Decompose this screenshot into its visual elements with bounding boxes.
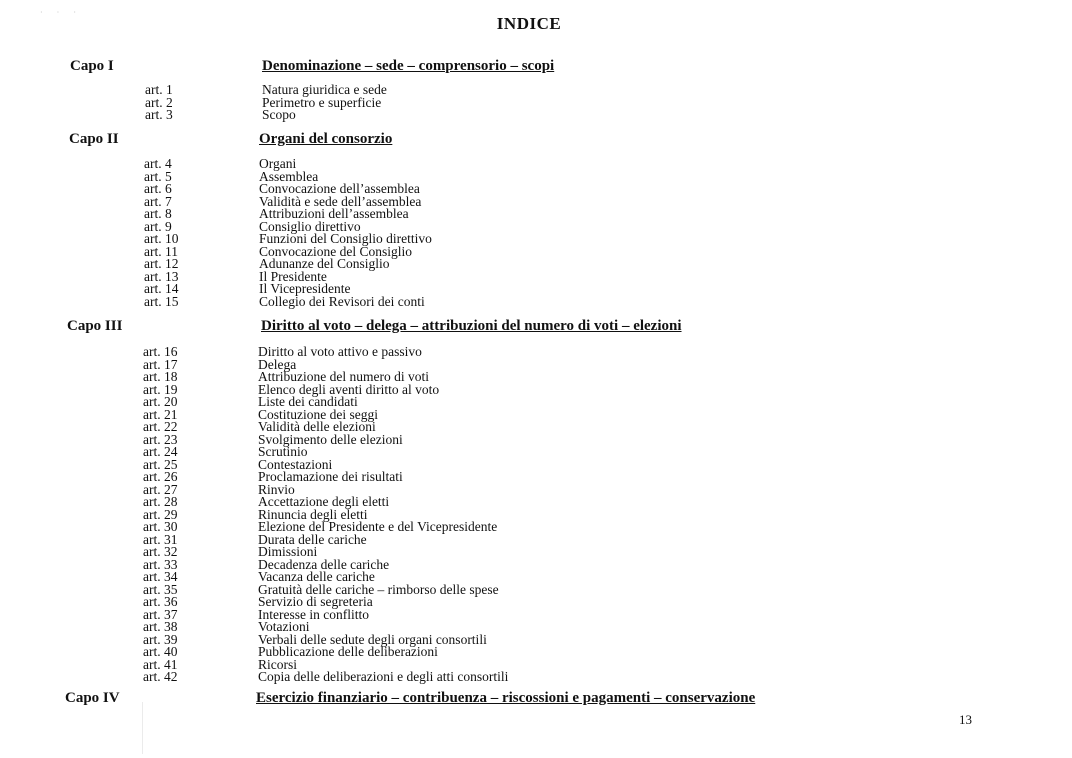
article-title: Vacanza delle cariche: [258, 569, 375, 584]
article-number: art. 18: [143, 369, 178, 384]
article-title: Il Presidente: [259, 268, 327, 284]
article-number: art. 23: [143, 431, 178, 447]
article-number: art. 31: [143, 531, 178, 547]
article-number: art. 21: [143, 406, 178, 422]
article-title: Delega: [258, 356, 297, 372]
article-number: art. 10: [144, 231, 179, 246]
article-number: art. 11: [144, 243, 178, 259]
article-number: art. 20: [143, 394, 178, 409]
article-number: art. 2: [145, 94, 173, 110]
article-title: Rinuncia degli eletti: [258, 506, 368, 522]
chapter-label: Capo I: [70, 58, 114, 74]
article-title: Adunanze del Consiglio: [259, 256, 390, 271]
article-title: Convocazione dell’assemblea: [259, 181, 420, 196]
chapter-label: Capo II: [69, 131, 119, 147]
article-title: Scrutinio: [258, 444, 308, 459]
article-number: art. 30: [143, 519, 178, 534]
article-number: art. 22: [143, 419, 178, 434]
articles-capo-iii: [0, 346, 1072, 684]
article-number: art. 7: [144, 193, 172, 209]
chapter-label: Capo IV: [65, 690, 120, 706]
article-title: Collegio dei Revisori dei conti: [259, 293, 425, 309]
article-title: Natura giuridica e sede: [262, 82, 387, 97]
article-title: Decadenza delle cariche: [258, 556, 390, 572]
article-title: Gratuità delle cariche – rimborso delle spese: [258, 581, 499, 597]
article-number: art. 25: [143, 456, 178, 472]
article-number: art. 42: [143, 669, 178, 684]
article-title: Accettazione degli eletti: [258, 494, 390, 509]
chapter-heading: Organi del consorzio: [259, 131, 393, 147]
article-number: art. 14: [144, 281, 179, 296]
article-title: Diritto al voto attivo e passivo: [258, 344, 422, 359]
article-title: Liste dei candidati: [258, 394, 358, 409]
article-title: Ricorsi: [258, 656, 297, 672]
article-number: art. 32: [143, 544, 178, 559]
scan-artifacts: · · ·: [40, 8, 82, 17]
article-number: art. 8: [144, 206, 172, 221]
article-number: art. 41: [143, 656, 178, 672]
article-title: Durata delle cariche: [258, 531, 367, 547]
article-title: Funzioni del Consiglio direttivo: [259, 231, 432, 246]
article-number: art. 33: [143, 556, 178, 572]
articles-capo-ii: [0, 158, 1072, 308]
chapter-heading: Denominazione – sede – comprensorio – scopi: [262, 58, 555, 74]
article-number: art. 24: [143, 444, 178, 459]
article-number: art. 26: [143, 469, 178, 484]
article-number: art. 29: [143, 506, 178, 522]
article-title: Contestazioni: [258, 456, 333, 472]
article-title: Svolgimento delle elezioni: [258, 431, 403, 447]
article-title: Verbali delle sedute degli organi consortili: [258, 631, 487, 647]
article-title: Perimetro e superficie: [262, 94, 382, 110]
article-number: art. 39: [143, 631, 178, 647]
article-title: Validità delle elezioni: [258, 419, 376, 434]
chapter-label: Capo III: [67, 318, 123, 334]
article-title: Attribuzioni dell’assemblea: [259, 206, 409, 221]
article-title: Attribuzione del numero di voti: [258, 369, 429, 384]
toc-row: [0, 293, 1072, 309]
page-number: 13: [959, 712, 972, 727]
article-title: Il Vicepresidente: [259, 281, 351, 296]
article-title: Rinvio: [258, 481, 295, 497]
article-number: art. 36: [143, 594, 178, 609]
article-number: art. 17: [143, 356, 178, 372]
article-number: art. 1: [145, 82, 173, 97]
article-title: Interesse in conflitto: [258, 606, 369, 622]
article-number: art. 12: [144, 256, 179, 271]
article-number: art. 28: [143, 494, 178, 509]
toc-row: [0, 671, 1072, 684]
articles-capo-i: [0, 84, 1072, 122]
scan-artifacts: [142, 702, 173, 754]
chapter-heading: Esercizio finanziario – contribuenza – riscossioni e pagamenti – conservazione: [256, 690, 756, 706]
article-title: Convocazione del Consiglio: [259, 243, 412, 259]
article-title: Dimissioni: [258, 544, 318, 559]
chapter-capo-ii: [0, 131, 1072, 151]
article-title: Assemblea: [259, 168, 319, 184]
article-title: Elezione del Presidente e del Vicepresidente: [258, 519, 498, 534]
article-title: Pubblicazione delle deliberazioni: [258, 644, 438, 659]
article-number: art. 34: [143, 569, 178, 584]
article-title: Proclamazione dei risultati: [258, 469, 403, 484]
article-number: art. 15: [144, 293, 179, 309]
article-number: art. 27: [143, 481, 178, 497]
article-title: Scopo: [262, 107, 296, 122]
article-number: art. 13: [144, 268, 179, 284]
article-number: art. 38: [143, 619, 178, 634]
article-number: art. 6: [144, 181, 172, 196]
article-title: Elenco degli aventi diritto al voto: [258, 381, 440, 397]
page-title: INDICE: [496, 14, 562, 33]
article-number: art. 19: [143, 381, 178, 397]
article-title: Copia delle deliberazioni e degli atti consortili: [258, 669, 509, 684]
article-number: art. 5: [144, 168, 172, 184]
article-title: Organi: [259, 156, 297, 171]
article-title: Validità e sede dell’assemblea: [259, 193, 422, 209]
article-title: Consiglio direttivo: [259, 218, 361, 234]
article-number: art. 16: [143, 344, 178, 359]
article-number: art. 40: [143, 644, 178, 659]
article-title: Votazioni: [258, 619, 310, 634]
chapter-capo-iii: [0, 318, 1072, 338]
article-title: Costituzione dei seggi: [258, 406, 378, 422]
article-number: art. 4: [144, 156, 172, 171]
toc-row: [0, 109, 1072, 122]
article-number: art. 9: [144, 218, 172, 234]
article-title: Servizio di segreteria: [258, 594, 373, 609]
chapter-heading: Diritto al voto – delega – attribuzioni del numero di voti – elezioni: [261, 318, 682, 334]
chapter-capo-i: [0, 58, 1072, 78]
article-number: art. 3: [145, 107, 173, 122]
article-number: art. 37: [143, 606, 178, 622]
article-number: art. 35: [143, 581, 178, 597]
